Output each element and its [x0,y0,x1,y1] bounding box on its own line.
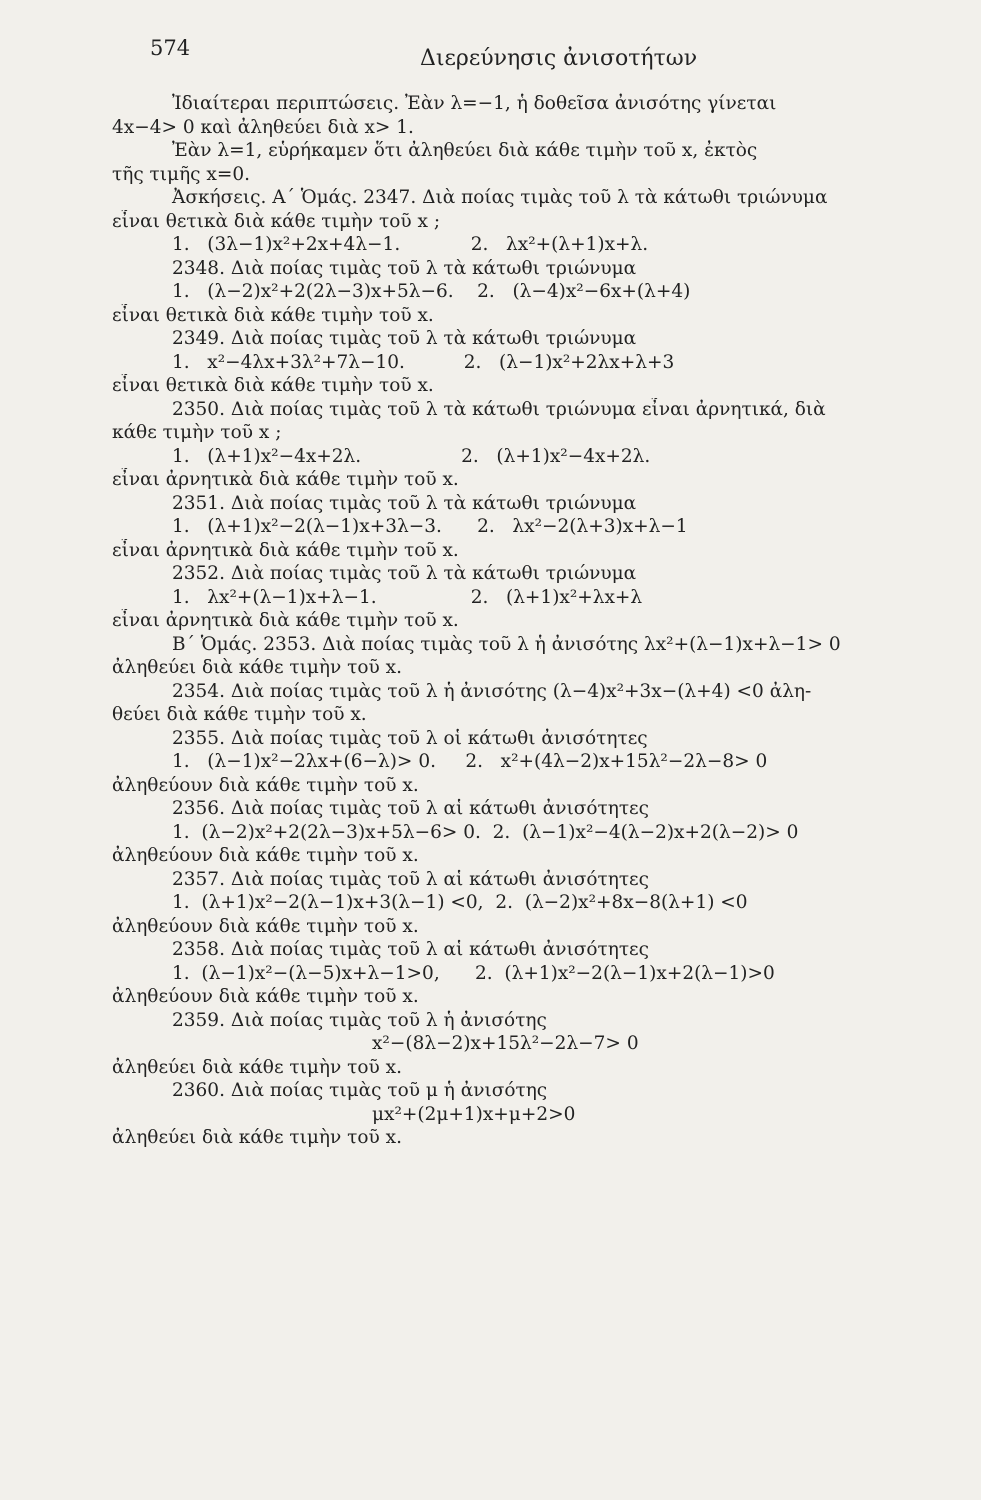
text-line: 1. (λ−1)x²−2λx+(6−λ)> 0. 2. x²+(4λ−2)x+15λ²−2λ−8> 0 [172,751,768,772]
text-line: Ἐὰν λ=1, εὑρήκαμεν ὅτι ἀληθεύει διὰ κάθε τιμὴν τοῦ x, ἐκτὸς [172,140,758,161]
text-line: 1. (λ−2)x²+2(2λ−3)x+5λ−6. 2. (λ−4)x²−6x+(λ+4) [172,281,691,302]
text-line: ἀληθεύει διὰ κάθε τιμὴν τοῦ x. [112,657,402,678]
text-line: 2359. Διὰ ποίας τιμὰς τοῦ λ ἡ ἀνισότης [172,1009,547,1031]
running-title: Διερεύνησις ἀνισοτήτων [420,46,698,71]
text-line: x²−(8λ−2)x+15λ²−2λ−7> 0 [372,1033,639,1054]
text-line: 2350. Διὰ ποίας τιμὰς τοῦ λ τὰ κάτωθι τριώνυμα εἶναι ἀρνητικά, διὰ [172,398,826,420]
text-line: ἀληθεύουν διὰ κάθε τιμὴν τοῦ x. [112,845,419,866]
text-line: κάθε τιμὴν τοῦ x ; [112,422,282,443]
text-line: θεύει διὰ κάθε τιμὴν τοῦ x. [112,704,367,725]
text-line: 4x−4> 0 καὶ ἀληθεύει διὰ x> 1. [112,116,414,138]
text-line: 2348. Διὰ ποίας τιμὰς τοῦ λ τὰ κάτωθι τριώνυμα [172,257,637,279]
text-line: ἀληθεύει διὰ κάθε τιμὴν τοῦ x. [112,1127,402,1148]
text-line: 1. (3λ−1)x²+2x+4λ−1. 2. λx²+(λ+1)x+λ. [172,234,649,255]
text-line: μx²+(2μ+1)x+μ+2>0 [372,1103,576,1125]
text-line: 1. (λ−1)x²−(λ−5)x+λ−1>0, 2. (λ+1)x²−2(λ−1)x+2(λ−1)>0 [172,962,775,984]
page-header [150,36,910,76]
text-line: εἶναι θετικὰ διὰ κάθε τιμὴν τοῦ x ; [112,210,441,232]
text-line: ἀληθεύουν διὰ κάθε τιμὴν τοῦ x. [112,986,419,1007]
document-body [112,92,962,1150]
text-line: 1. (λ−2)x²+2(2λ−3)x+5λ−6> 0. 2. (λ−1)x²−4(λ−2)x+2(λ−2)> 0 [172,821,799,843]
text-line: 2357. Διὰ ποίας τιμὰς τοῦ λ αἱ κάτωθι ἀνισότητες [172,868,649,890]
text-line: Ἀσκήσεις. Α΄ Ὁμάς. 2347. Διὰ ποίας τιμὰς τοῦ λ τὰ κάτωθι τριώνυμα [172,187,828,208]
text-line: 2358. Διὰ ποίας τιμὰς τοῦ λ αἱ κάτωθι ἀνισότητες [172,939,649,960]
text-line: 2360. Διὰ ποίας τιμὰς τοῦ μ ἡ ἀνισότης [172,1080,548,1101]
text-line: εἶναι ἀρνητικὰ διὰ κάθε τιμὴν τοῦ x. [112,539,459,561]
text-line: εἶναι θετικὰ διὰ κάθε τιμὴν τοῦ x. [112,375,434,396]
text-line: 2356. Διὰ ποίας τιμὰς τοῦ λ αἱ κάτωθι ἀνισότητες [172,798,649,819]
page-number: 574 [150,36,191,60]
text-line: ἀληθεύουν διὰ κάθε τιμὴν τοῦ x. [112,774,419,796]
text-line: 1. (λ+1)x²−2(λ−1)x+3λ−3. 2. λx²−2(λ+3)x+λ−1 [172,516,688,537]
text-line: Β΄ Ὁμάς. 2353. Διὰ ποίας τιμὰς τοῦ λ ἡ ἀνισότης λx²+(λ−1)x+λ−1> 0 [172,633,841,655]
text-line: 1. λx²+(λ−1)x+λ−1. 2. (λ+1)x²+λx+λ [172,586,643,608]
text-line: Ἰδιαίτεραι περιπτώσεις. Ἐὰν λ=−1, ἡ δοθεῖσα ἀνισότης γίνεται [172,93,777,114]
text-line: ἀληθεύει διὰ κάθε τιμὴν τοῦ x. [112,1056,402,1078]
text-line: ἀληθεύουν διὰ κάθε τιμὴν τοῦ x. [112,915,419,937]
text-line: 2354. Διὰ ποίας τιμὰς τοῦ λ ἡ ἀνισότης (λ−4)x²+3x−(λ+4) <0 ἀλη- [172,680,812,702]
text-line: 2352. Διὰ ποίας τιμὰς τοῦ λ τὰ κάτωθι τριώνυμα [172,563,637,584]
text-line: εἶναι θετικὰ διὰ κάθε τιμὴν τοῦ x. [112,304,434,326]
text-line: 2349. Διὰ ποίας τιμὰς τοῦ λ τὰ κάτωθι τριώνυμα [172,328,637,349]
text-line: εἶναι ἀρνητικὰ διὰ κάθε τιμὴν τοῦ x. [112,610,459,631]
text-line: τῆς τιμῆς x=0. [112,163,250,185]
text-line: 2351. Διὰ ποίας τιμὰς τοῦ λ τὰ κάτωθι τριώνυμα [172,492,637,514]
text-line: 1. x²−4λx+3λ²+7λ−10. 2. (λ−1)x²+2λx+λ+3 [172,351,675,373]
text-line: εἶναι ἀρνητικὰ διὰ κάθε τιμὴν τοῦ x. [112,469,459,490]
text-line: 2355. Διὰ ποίας τιμὰς τοῦ λ οἱ κάτωθι ἀνισότητες [172,727,648,749]
text-line: 1. (λ+1)x²−4x+2λ. 2. (λ+1)x²−4x+2λ. [172,445,651,467]
text-line: 1. (λ+1)x²−2(λ−1)x+3(λ−1) <0, 2. (λ−2)x²+8x−8(λ+1) <0 [172,892,748,913]
